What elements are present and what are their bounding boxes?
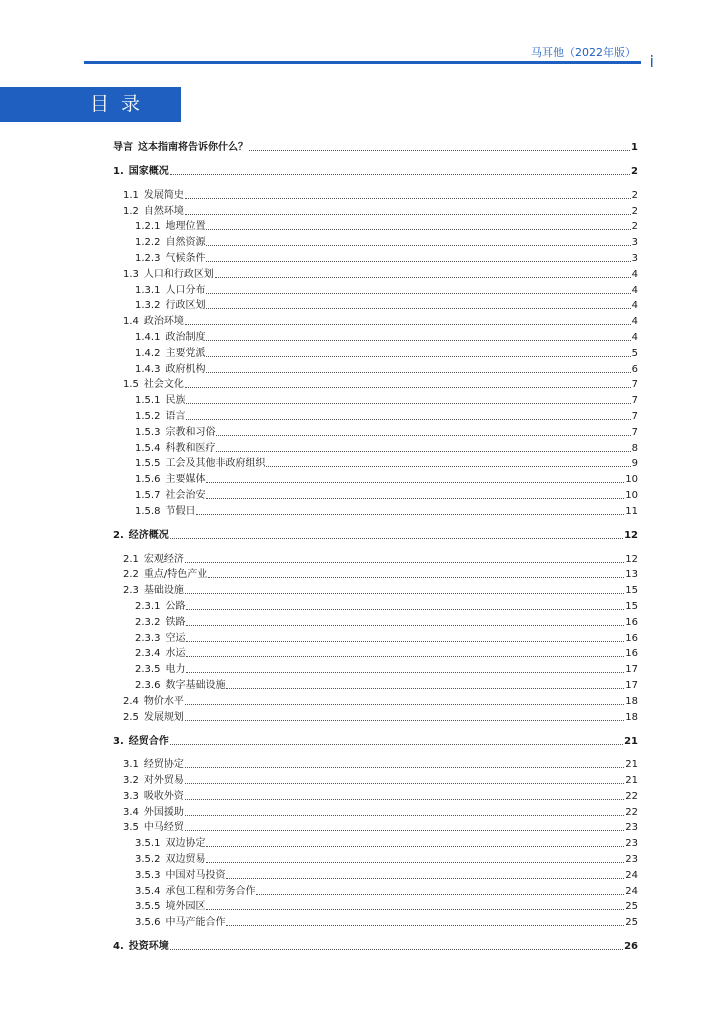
toc-dot-leader xyxy=(185,814,624,816)
toc-entry-title: 人口和行政区划 xyxy=(143,268,214,280)
toc-entry-label xyxy=(135,679,225,692)
toc-dot-leader xyxy=(185,782,624,784)
toc-entry-title: 水运 xyxy=(165,648,186,660)
toc-entry[interactable] xyxy=(113,629,638,645)
toc-dot-leader xyxy=(186,671,624,673)
toc-entry-label xyxy=(135,473,205,486)
toc-dot-leader xyxy=(186,418,630,420)
toc-entry-label xyxy=(135,647,185,660)
toc-entry-label xyxy=(135,663,185,676)
toc-heading: 目录 xyxy=(0,87,181,122)
toc-entry-number: 1.5.5 xyxy=(135,458,161,470)
toc-entry-page: 21 xyxy=(625,759,638,771)
toc-entry-label xyxy=(135,220,205,233)
toc-entry-title: 双边协定 xyxy=(165,838,206,850)
toc-entry[interactable] xyxy=(113,819,638,835)
toc-entry[interactable] xyxy=(113,162,638,178)
toc-entry-page: 23 xyxy=(625,854,638,866)
toc-entry-page: 21 xyxy=(625,775,638,787)
toc-entry-title: 物价水平 xyxy=(143,695,184,707)
toc-entry-page: 2 xyxy=(631,189,638,201)
toc-entry[interactable] xyxy=(113,297,638,313)
toc-entry-number: 2.4 xyxy=(123,695,139,707)
toc-dot-leader xyxy=(185,719,624,721)
toc-entry-number: 3.5.6 xyxy=(135,917,161,929)
toc-entry-title: 外国援助 xyxy=(143,806,184,818)
toc-entry-number: 2.1 xyxy=(123,553,139,565)
toc-dot-leader xyxy=(206,371,630,373)
toc-entry[interactable] xyxy=(113,423,638,439)
toc-entry[interactable] xyxy=(113,882,638,898)
toc-entry[interactable] xyxy=(113,376,638,392)
toc-entry-label xyxy=(113,529,169,542)
toc-dot-leader xyxy=(206,497,624,499)
toc-entry-title: 发展简史 xyxy=(143,189,184,201)
toc-entry-page: 3 xyxy=(631,252,638,264)
toc-entry-page: 11 xyxy=(625,505,638,517)
toc-dot-leader xyxy=(185,213,631,215)
toc-entry-page: 7 xyxy=(631,395,638,407)
toc-entry-page: 4 xyxy=(631,331,638,343)
toc-entry[interactable] xyxy=(113,913,638,929)
toc-entry-page: 2 xyxy=(631,221,638,233)
toc-entry-page: 10 xyxy=(625,474,638,486)
toc-entry[interactable] xyxy=(113,645,638,661)
toc-entry-page: 12 xyxy=(625,553,638,565)
toc-entry-page: 2 xyxy=(631,205,638,217)
toc-entry-label xyxy=(135,331,205,344)
toc-entry-title: 宏观经济 xyxy=(143,553,184,565)
toc-entry-page: 1 xyxy=(631,142,638,153)
toc-entry-label xyxy=(135,363,205,376)
toc-entry-page: 9 xyxy=(631,458,638,470)
toc-entry-label xyxy=(135,252,205,265)
toc-entry-number: 1.5.3 xyxy=(135,426,161,438)
toc-entry-title: 经贸合作 xyxy=(128,735,169,747)
toc-entry-label xyxy=(135,489,205,502)
toc-entry-label xyxy=(123,806,184,819)
toc-entry-title: 经济概况 xyxy=(128,529,169,541)
toc-entry-title: 中马经贸 xyxy=(143,822,184,834)
toc-entry-page: 26 xyxy=(624,941,638,953)
toc-entry-page: 13 xyxy=(625,569,638,581)
toc-entry-page: 18 xyxy=(625,695,638,707)
toc-entry-label xyxy=(135,347,205,360)
toc-entry[interactable] xyxy=(113,708,638,724)
toc-entry[interactable] xyxy=(113,898,638,914)
toc-entry-number: 3.5.4 xyxy=(135,885,161,897)
toc-entry-title: 数字基础设施 xyxy=(165,679,226,691)
toc-entry-number: 1.5.1 xyxy=(135,395,161,407)
toc-dot-leader xyxy=(206,845,624,847)
toc-dot-leader xyxy=(226,687,624,689)
toc-entry-label xyxy=(123,568,207,581)
toc-entry-label xyxy=(123,821,184,834)
toc-dot-leader xyxy=(196,513,624,515)
toc-entry-number: 3.5.5 xyxy=(135,901,161,913)
toc-dot-leader xyxy=(206,244,630,246)
toc-dot-leader xyxy=(170,173,630,175)
toc-entry-label xyxy=(123,205,184,218)
toc-entry-title: 发展规划 xyxy=(143,711,184,723)
toc-dot-leader xyxy=(186,655,624,657)
toc-entry-number: 3.5.3 xyxy=(135,869,161,881)
toc-entry[interactable] xyxy=(113,312,638,328)
toc-entry-page: 8 xyxy=(631,442,638,454)
toc-entry-page: 23 xyxy=(625,822,638,834)
toc-entry-title: 自然环境 xyxy=(143,205,184,217)
toc-dot-leader xyxy=(186,624,624,626)
table-of-contents xyxy=(113,138,638,953)
toc-entry-title: 这本指南将告诉你什么？ xyxy=(138,142,248,153)
toc-entry[interactable] xyxy=(113,732,638,748)
toc-entry-title: 行政区划 xyxy=(165,300,206,312)
toc-entry[interactable] xyxy=(113,439,638,455)
toc-entry-label xyxy=(123,268,214,281)
toc-entry-label xyxy=(123,790,184,803)
toc-entry-label xyxy=(123,711,184,724)
toc-entry-title: 政治环境 xyxy=(143,316,184,328)
toc-entry[interactable] xyxy=(113,407,638,423)
toc-entry-label xyxy=(135,600,185,613)
toc-entry[interactable] xyxy=(113,391,638,407)
toc-entry-title: 基础设施 xyxy=(143,585,184,597)
toc-entry-number: 导言 xyxy=(113,142,133,153)
toc-dot-leader xyxy=(226,924,624,926)
toc-entry[interactable] xyxy=(113,660,638,676)
toc-entry-title: 中国对马投资 xyxy=(165,869,226,881)
toc-entry-number: 3.5.1 xyxy=(135,838,161,850)
toc-entry-title: 境外园区 xyxy=(165,901,206,913)
toc-entry-page: 4 xyxy=(631,316,638,328)
toc-entry[interactable] xyxy=(113,937,638,953)
toc-entry-page: 15 xyxy=(625,600,638,612)
toc-dot-leader xyxy=(206,355,630,357)
toc-entry-number: 2.3.1 xyxy=(135,600,161,612)
toc-entry[interactable] xyxy=(113,597,638,613)
toc-dot-leader xyxy=(185,592,624,594)
toc-entry-label xyxy=(123,553,184,566)
toc-dot-leader xyxy=(206,228,630,230)
toc-entry-page: 16 xyxy=(625,648,638,660)
toc-entry-title: 对外贸易 xyxy=(143,775,184,787)
toc-entry-label xyxy=(123,774,184,787)
toc-entry-title: 主要党派 xyxy=(165,347,206,359)
toc-entry-title: 政府机构 xyxy=(165,363,206,375)
toc-entry-page: 4 xyxy=(631,284,638,296)
toc-entry-title: 重点/特色产业 xyxy=(143,569,208,581)
toc-entry-page: 7 xyxy=(631,410,638,422)
toc-entry-label xyxy=(135,410,185,423)
toc-entry[interactable] xyxy=(113,803,638,819)
toc-dot-leader xyxy=(186,402,630,404)
toc-entry-page: 25 xyxy=(625,901,638,913)
toc-entry-page: 7 xyxy=(631,379,638,391)
toc-entry-number: 3.2 xyxy=(123,775,139,787)
toc-entry[interactable] xyxy=(113,360,638,376)
toc-entry-number: 1.4.2 xyxy=(135,347,161,359)
toc-entry-title: 语言 xyxy=(165,410,186,422)
toc-entry-title: 社会文化 xyxy=(143,379,184,391)
toc-entry[interactable] xyxy=(113,249,638,265)
toc-entry-number: 1.2.2 xyxy=(135,237,161,249)
toc-entry-label xyxy=(135,442,215,455)
toc-entry-label xyxy=(135,457,265,470)
toc-dot-leader xyxy=(206,260,630,262)
toc-entry-number: 2.3.2 xyxy=(135,616,161,628)
toc-entry-label xyxy=(135,853,205,866)
toc-entry-number: 1.5.8 xyxy=(135,505,161,517)
toc-entry-page: 21 xyxy=(624,735,638,747)
toc-entry[interactable] xyxy=(113,486,638,502)
toc-entry-number: 2.2 xyxy=(123,569,139,581)
toc-entry-page: 24 xyxy=(625,885,638,897)
toc-dot-leader xyxy=(170,948,623,950)
toc-entry[interactable] xyxy=(113,676,638,692)
toc-entry-page: 15 xyxy=(625,585,638,597)
toc-entry-page: 22 xyxy=(625,790,638,802)
toc-entry[interactable] xyxy=(113,756,638,772)
toc-dot-leader xyxy=(249,149,630,151)
toc-entry-label xyxy=(123,758,184,771)
toc-entry-label xyxy=(135,885,255,898)
toc-dot-leader xyxy=(208,576,624,578)
toc-dot-leader xyxy=(206,307,630,309)
toc-entry-number: 4. xyxy=(113,941,124,953)
toc-entry[interactable] xyxy=(113,455,638,471)
toc-entry-number: 3.4 xyxy=(123,806,139,818)
toc-entry-number: 1.5 xyxy=(123,379,139,391)
toc-entry-page: 7 xyxy=(631,426,638,438)
toc-entry-number: 2.3.6 xyxy=(135,679,161,691)
toc-entry-label xyxy=(135,916,225,929)
toc-dot-leader xyxy=(185,386,631,388)
toc-entry-title: 人口分布 xyxy=(165,284,206,296)
toc-entry[interactable] xyxy=(113,470,638,486)
header-page-number: i xyxy=(649,52,654,71)
toc-entry-page: 17 xyxy=(625,679,638,691)
toc-entry-number: 3.1 xyxy=(123,759,139,771)
toc-entry[interactable] xyxy=(113,613,638,629)
toc-entry-label xyxy=(113,940,169,953)
toc-entry-label xyxy=(135,236,205,249)
toc-entry-title: 电力 xyxy=(165,664,186,676)
toc-entry-label xyxy=(113,141,248,154)
toc-entry[interactable] xyxy=(113,866,638,882)
toc-entry-number: 2.3.4 xyxy=(135,648,161,660)
toc-entry[interactable] xyxy=(113,233,638,249)
toc-entry-page: 18 xyxy=(625,711,638,723)
toc-entry-title: 民族 xyxy=(165,395,186,407)
toc-entry-title: 自然资源 xyxy=(165,237,206,249)
toc-dot-leader xyxy=(186,608,624,610)
toc-entry-title: 地理位置 xyxy=(165,221,206,233)
toc-entry-page: 6 xyxy=(631,363,638,375)
toc-dot-leader xyxy=(185,829,624,831)
toc-entry-label xyxy=(123,695,184,708)
header-title: 马耳他（2022年版） xyxy=(531,46,636,59)
toc-dot-leader xyxy=(206,861,624,863)
toc-entry-page: 12 xyxy=(624,529,638,541)
toc-entry-label xyxy=(135,837,205,850)
toc-entry-number: 2.3.3 xyxy=(135,632,161,644)
toc-entry-number: 2.5 xyxy=(123,711,139,723)
toc-dot-leader xyxy=(215,276,631,278)
toc-entry-label xyxy=(135,426,215,439)
toc-dot-leader xyxy=(206,908,624,910)
toc-entry-label xyxy=(135,284,205,297)
toc-entry-label xyxy=(123,189,184,202)
toc-entry[interactable] xyxy=(113,850,638,866)
toc-entry-label xyxy=(113,165,169,178)
toc-entry-number: 3.3 xyxy=(123,790,139,802)
toc-entry-label xyxy=(135,869,225,882)
toc-entry-number: 1.3 xyxy=(123,268,139,280)
toc-entry-title: 双边贸易 xyxy=(165,854,206,866)
toc-entry[interactable] xyxy=(113,566,638,582)
toc-entry-number: 3.5 xyxy=(123,822,139,834)
toc-entry-label xyxy=(123,378,184,391)
toc-entry-title: 政治制度 xyxy=(165,331,206,343)
toc-entry-title: 工会及其他非政府组织 xyxy=(165,458,266,470)
toc-entry-title: 国家概况 xyxy=(128,166,169,177)
toc-entry-label xyxy=(135,632,185,645)
toc-dot-leader xyxy=(206,292,630,294)
toc-entry[interactable] xyxy=(113,265,638,281)
toc-entry[interactable] xyxy=(113,526,638,542)
toc-entry[interactable] xyxy=(113,281,638,297)
toc-entry-number: 1.3.1 xyxy=(135,284,161,296)
toc-entry-page: 4 xyxy=(631,268,638,280)
toc-entry[interactable] xyxy=(113,202,638,218)
toc-entry[interactable] xyxy=(113,771,638,787)
toc-dot-leader xyxy=(256,893,624,895)
toc-entry-number: 1.2.3 xyxy=(135,252,161,264)
toc-entry-title: 投资环境 xyxy=(128,941,169,953)
toc-entry-number: 1.4.1 xyxy=(135,331,161,343)
toc-entry-page: 3 xyxy=(631,237,638,249)
toc-entry[interactable] xyxy=(113,502,638,518)
toc-entry-label xyxy=(135,505,195,518)
toc-entry-page: 16 xyxy=(625,616,638,628)
toc-entry-page: 23 xyxy=(625,838,638,850)
toc-entry[interactable] xyxy=(113,834,638,850)
toc-entry-title: 承包工程和劳务合作 xyxy=(165,885,256,897)
toc-entry-title: 中马产能合作 xyxy=(165,917,226,929)
toc-entry-number: 1.5.6 xyxy=(135,474,161,486)
toc-entry-title: 社会治安 xyxy=(165,489,206,501)
toc-entry-number: 1.2 xyxy=(123,205,139,217)
toc-entry-title: 气候条件 xyxy=(165,252,206,264)
toc-entry-number: 1.5.2 xyxy=(135,410,161,422)
toc-entry-label xyxy=(113,735,169,748)
toc-dot-leader xyxy=(186,640,624,642)
toc-entry-number: 1.5.7 xyxy=(135,489,161,501)
toc-entry[interactable] xyxy=(113,138,638,154)
toc-dot-leader xyxy=(216,450,630,452)
toc-entry-page: 5 xyxy=(631,347,638,359)
toc-entry-title: 主要媒体 xyxy=(165,474,206,486)
toc-entry-label xyxy=(135,394,185,407)
toc-entry-label xyxy=(123,584,184,597)
toc-entry-page: 24 xyxy=(625,869,638,881)
toc-entry-title: 节假日 xyxy=(165,505,196,517)
toc-entry-title: 公路 xyxy=(165,600,186,612)
toc-entry-title: 科教和医疗 xyxy=(165,442,216,454)
toc-entry-title: 宗教和习俗 xyxy=(165,426,216,438)
toc-entry-number: 3.5.2 xyxy=(135,854,161,866)
toc-entry-title: 空运 xyxy=(165,632,186,644)
toc-entry-number: 1.4.3 xyxy=(135,363,161,375)
toc-entry[interactable] xyxy=(113,550,638,566)
toc-dot-leader xyxy=(170,537,623,539)
toc-dot-leader xyxy=(170,743,623,745)
toc-dot-leader xyxy=(206,339,630,341)
toc-entry[interactable] xyxy=(113,218,638,234)
toc-dot-leader xyxy=(185,323,631,325)
toc-entry-page: 10 xyxy=(625,489,638,501)
toc-dot-leader xyxy=(206,481,624,483)
toc-entry[interactable] xyxy=(113,344,638,360)
toc-entry[interactable] xyxy=(113,692,638,708)
toc-entry[interactable] xyxy=(113,328,638,344)
toc-dot-leader xyxy=(185,197,631,199)
toc-entry-number: 2.3.5 xyxy=(135,664,161,676)
toc-entry-page: 22 xyxy=(625,806,638,818)
toc-entry-number: 1.5.4 xyxy=(135,442,161,454)
toc-entry-label xyxy=(135,900,205,913)
toc-entry-title: 吸收外资 xyxy=(143,790,184,802)
toc-entry-page: 4 xyxy=(631,300,638,312)
toc-entry-label xyxy=(135,616,185,629)
toc-entry-number: 1.1 xyxy=(123,189,139,201)
toc-dot-leader xyxy=(266,465,630,467)
toc-dot-leader xyxy=(185,703,624,705)
toc-entry-number: 1. xyxy=(113,166,124,177)
toc-dot-leader xyxy=(226,877,624,879)
toc-entry-label xyxy=(123,315,184,328)
toc-entry-page: 2 xyxy=(631,166,638,177)
toc-entry-number: 1.2.1 xyxy=(135,221,161,233)
toc-entry[interactable] xyxy=(113,787,638,803)
toc-entry-title: 铁路 xyxy=(165,616,186,628)
toc-dot-leader xyxy=(185,561,624,563)
toc-dot-leader xyxy=(185,766,624,768)
toc-entry-number: 1.4 xyxy=(123,316,139,328)
toc-entry-number: 2. xyxy=(113,529,124,541)
header-divider xyxy=(84,61,641,64)
toc-entry-page: 25 xyxy=(625,917,638,929)
toc-entry-title: 经贸协定 xyxy=(143,759,184,771)
toc-entry-page: 17 xyxy=(625,664,638,676)
toc-entry-number: 1.3.2 xyxy=(135,300,161,312)
toc-entry[interactable] xyxy=(113,581,638,597)
toc-dot-leader xyxy=(216,434,630,436)
toc-entry[interactable] xyxy=(113,186,638,202)
toc-entry-label xyxy=(135,299,205,312)
toc-dot-leader xyxy=(185,798,624,800)
toc-entry-number: 2.3 xyxy=(123,585,139,597)
toc-entry-number: 3. xyxy=(113,735,124,747)
toc-entry-page: 16 xyxy=(625,632,638,644)
